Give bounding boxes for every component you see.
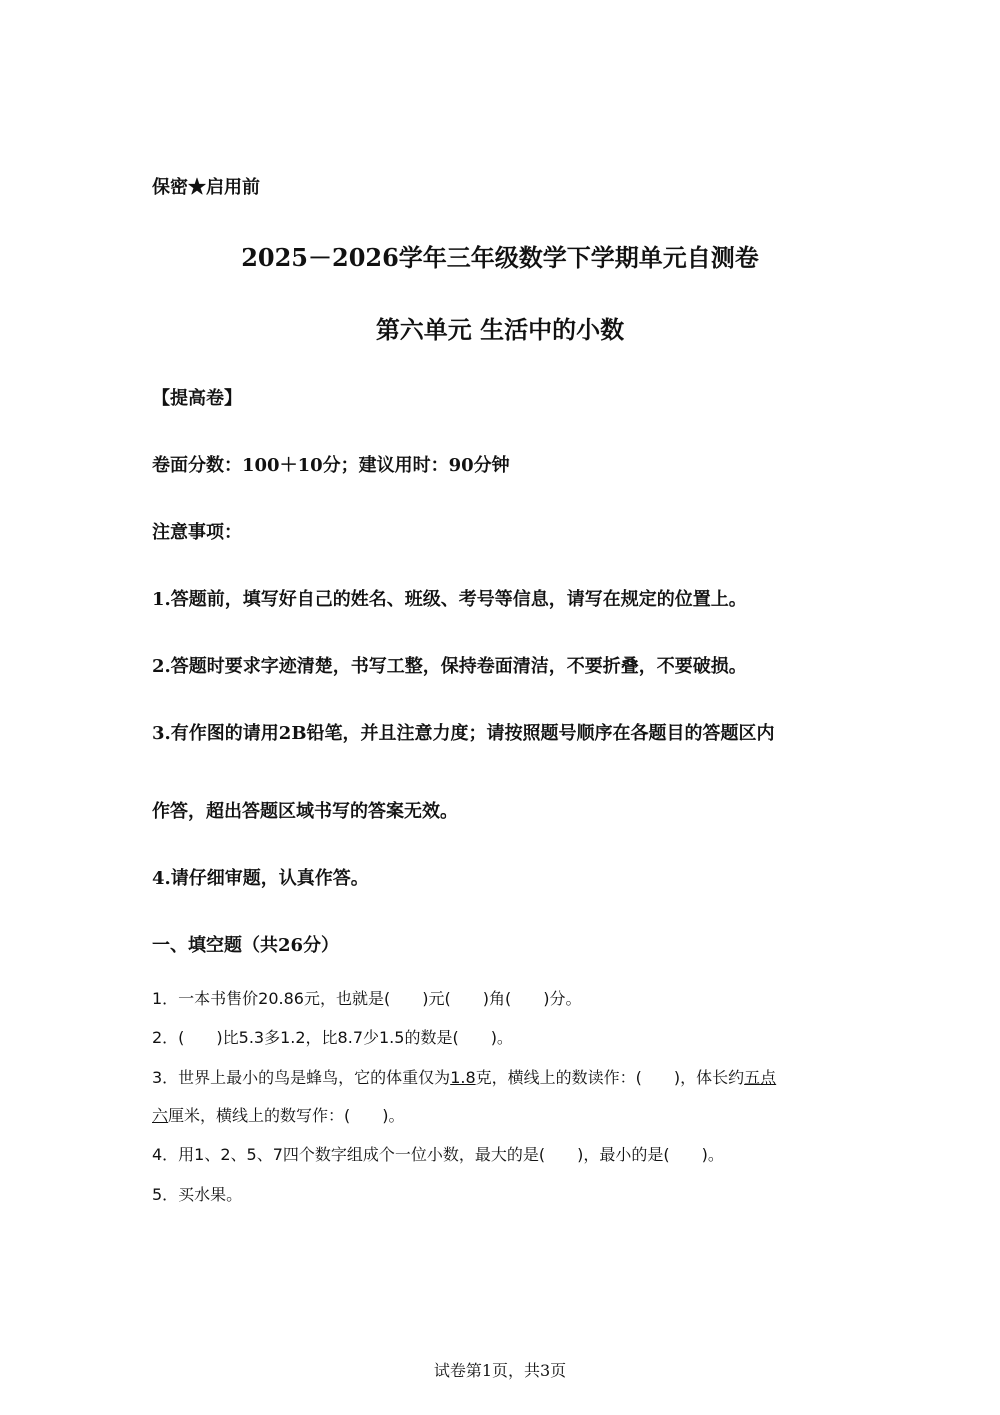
underlined-number: 1.8: [450, 1068, 476, 1087]
page-footer: 试卷第1页，共3页: [433, 1361, 567, 1380]
paper-type: 【提高卷】: [152, 388, 242, 409]
question-4: 4．用1、2、5、7四个数字组成个一位小数，最大的是( )，最小的是( )。: [152, 1145, 724, 1164]
confidential-label: 保密★启用前: [152, 177, 260, 198]
score-info: 卷面分数：100＋10分；建议用时：90分钟: [152, 455, 510, 476]
question-3-text: 3．世界上最小的鸟是蜂鸟，它的体重仅为: [152, 1068, 451, 1087]
notes-heading: 注意事项：: [152, 522, 242, 543]
unit-title: 第六单元 生活中的小数: [375, 315, 625, 344]
question-2: 2．( )比5.3多1.2，比8.7少1.5的数是( )。: [152, 1028, 513, 1047]
question-3-continued: [152, 1103, 405, 1126]
underlined-words: 六: [152, 1106, 169, 1125]
exam-title: 2025－2026学年三年级数学下学期单元自测卷: [241, 243, 759, 272]
section-heading: 一、填空题（共26分）: [152, 935, 340, 956]
question-1: 1．一本书售价20.86元，也就是( )元( )角( )分。: [152, 989, 582, 1008]
note-item: 1.答题前，填写好自己的姓名、班级、考号等信息，请写在规定的位置上。: [152, 589, 747, 610]
note-item: 2.答题时要求字迹清楚，书写工整，保持卷面清洁，不要折叠，不要破损。: [152, 656, 747, 677]
note-item: 3.有作图的请用2B铅笔，并且注意力度；请按照题号顺序在各题目的答题区内: [152, 723, 775, 744]
question-3-text: 克，横线上的数读作：( )，体长约: [475, 1068, 745, 1087]
question-3-text: 厘米，横线上的数写作：( )。: [168, 1106, 405, 1125]
note-item-continued: 作答，超出答题区域书写的答案无效。: [152, 801, 458, 822]
question-3: [152, 1065, 776, 1088]
underlined-words: 五点: [744, 1068, 777, 1087]
question-5: 5．买水果。: [152, 1185, 243, 1204]
note-item: 4.请仔细审题，认真作答。: [152, 868, 369, 889]
